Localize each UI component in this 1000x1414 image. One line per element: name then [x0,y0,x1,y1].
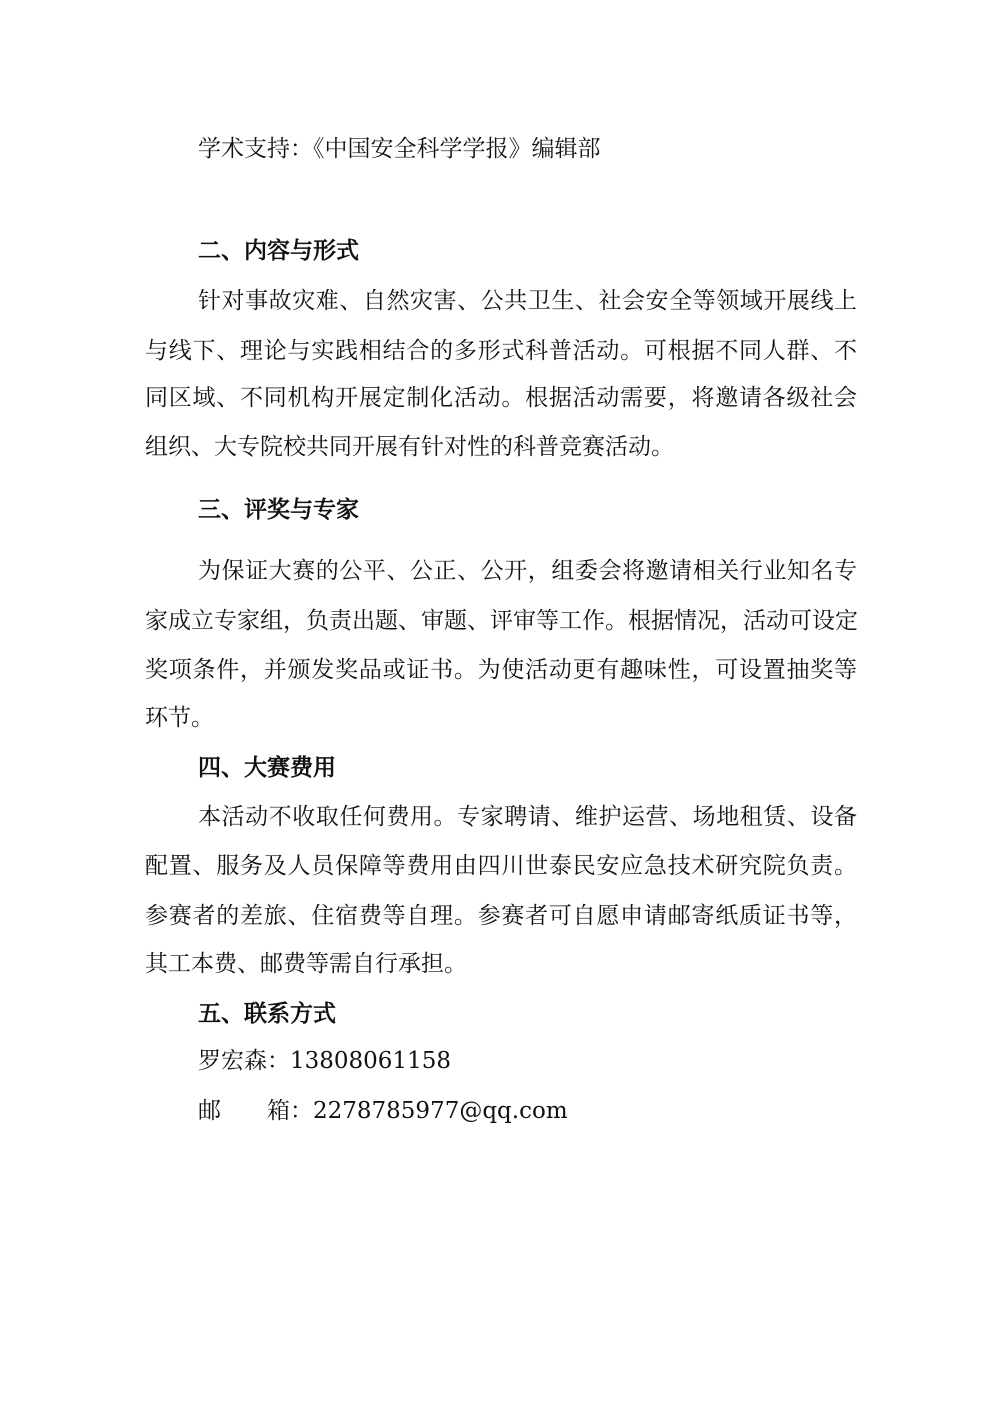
section-3-line-2: 家成立专家组，负责出题、审题、评审等工作。根据情况，活动可设定 [145,608,858,634]
contact-name-phone: 罗宏森：13808061158 [198,1048,451,1074]
academic-support-line: 学术支持：《中国安全科学学报》编辑部 [198,136,601,162]
section-5-heading: 五、联系方式 [198,1000,336,1027]
section-4-line-3: 参赛者的差旅、住宿费等自理。参赛者可自愿申请邮寄纸质证书等， [145,903,857,929]
section-2-line-2: 与线下、理论与实践相结合的多形式科普活动。可根据不同人群、不 [145,338,857,364]
section-4-line-1: 本活动不收取任何费用。专家聘请、维护运营、场地租赁、设备 [198,804,857,830]
email-label-part-1: 邮 [198,1098,221,1124]
section-3-heading: 三、评奖与专家 [198,496,359,523]
section-2-heading: 二、内容与形式 [198,237,359,264]
section-3-line-4: 环节。 [145,705,214,731]
section-4-line-2: 配置、服务及人员保障等费用由四川世泰民安应急技术研究院负责。 [145,853,857,879]
section-2-line-1: 针对事故灾难、自然灾害、公共卫生、社会安全等领域开展线上 [198,288,857,314]
contact-email [198,1096,568,1126]
email-label-part-2: 箱：2278785977@qq.com [267,1098,568,1124]
section-4-heading: 四、大赛费用 [198,754,336,781]
section-3-line-1: 为保证大赛的公平、公正、公开，组委会将邀请相关行业知名专 [198,558,857,584]
section-4-line-4: 其工本费、邮费等需自行承担。 [145,951,467,977]
section-3-line-3: 奖项条件，并颁发奖品或证书。为使活动更有趣味性，可设置抽奖等 [145,657,857,683]
section-2-line-4: 组织、大专院校共同开展有针对性的科普竞赛活动。 [145,434,674,460]
section-2-line-3: 同区域、不同机构开展定制化活动。根据活动需要，将邀请各级社会 [145,385,857,411]
